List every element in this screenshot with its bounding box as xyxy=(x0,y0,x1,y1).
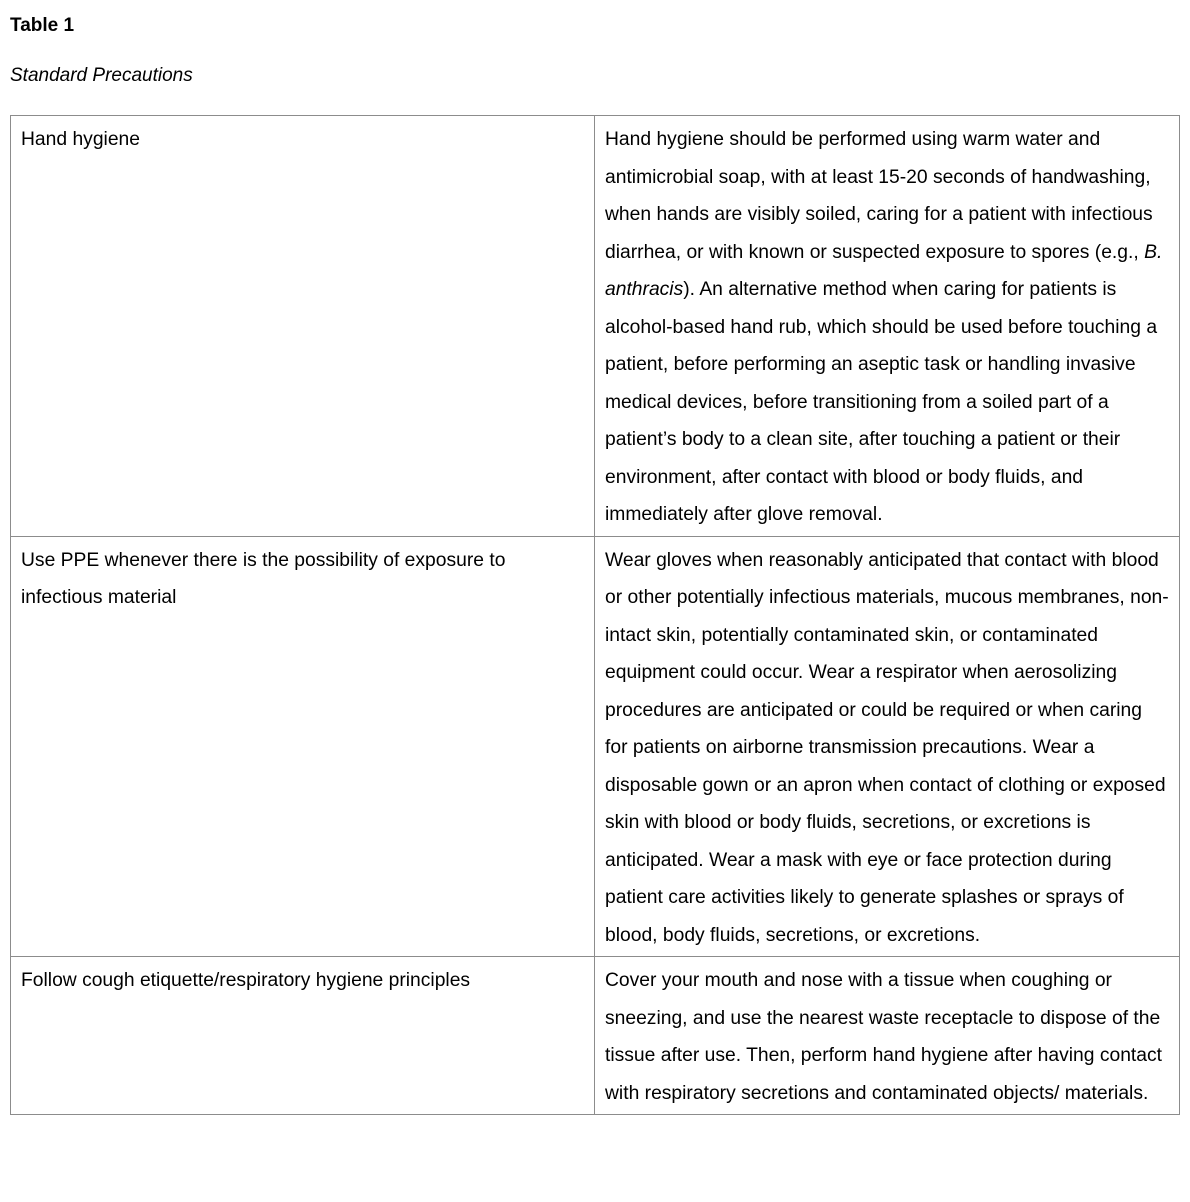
precaution-cell: Hand hygiene xyxy=(11,116,595,537)
table-title: Standard Precautions xyxy=(10,65,193,86)
description-text: Hand hygiene should be performed using warm water and antimicrobial soap, with at least 15-20 seconds of handwashing, when hands are visibly soiled, caring for a patient with infectious diarrhea, or with known or suspected exposure to spores (e.g., xyxy=(605,129,1153,263)
precaution-cell: Follow cough etiquette/respiratory hygiene principles xyxy=(11,957,595,1115)
table-row-ppe xyxy=(11,536,1180,957)
precaution-cell: Use PPE whenever there is the possibility of exposure to infectious material xyxy=(11,536,595,957)
table-label: Table 1 xyxy=(10,15,75,36)
description-cell xyxy=(595,116,1180,537)
organism-name: B. anthracis xyxy=(605,241,1163,300)
standard-precautions-table xyxy=(10,115,1180,1115)
description-cell: Wear gloves when reasonably anticipated that contact with blood or other potentially infectious materials, mucous membranes, non-intact skin, potentially contaminated skin, or contaminated equipment could occur. Wear a respirator when aerosolizing procedures are anticipated or could be required or when caring for patients on airborne transmission precautions. Wear a disposable gown or an apron when contact of clothing or exposed skin with blood or body fluids, secretions, or excretions is anticipated. Wear a mask with eye or face protection during patient care activities likely to generate splashes or sprays of blood, body fluids, secretions, or excretions. xyxy=(595,536,1180,957)
table-row-hand-hygiene xyxy=(11,116,1180,537)
description-cell: Cover your mouth and nose with a tissue when coughing or sneezing, and use the nearest waste receptacle to dispose of the tissue after use. Then, perform hand hygiene after having contact with respiratory secretions and contaminated objects/ materials. xyxy=(595,957,1180,1115)
description-text-continued: ). An alternative method when caring for patients is alcohol-based hand rub, which should be used before touching a patient, before performing an aseptic task or handling invasive medical devices, before transitioning from a soiled part of a patient’s body to a clean site, after touching a patient or their environment, after contact with blood or body fluids, and immediately after glove removal. xyxy=(605,279,1158,525)
table-row-cough-etiquette xyxy=(11,957,1180,1115)
